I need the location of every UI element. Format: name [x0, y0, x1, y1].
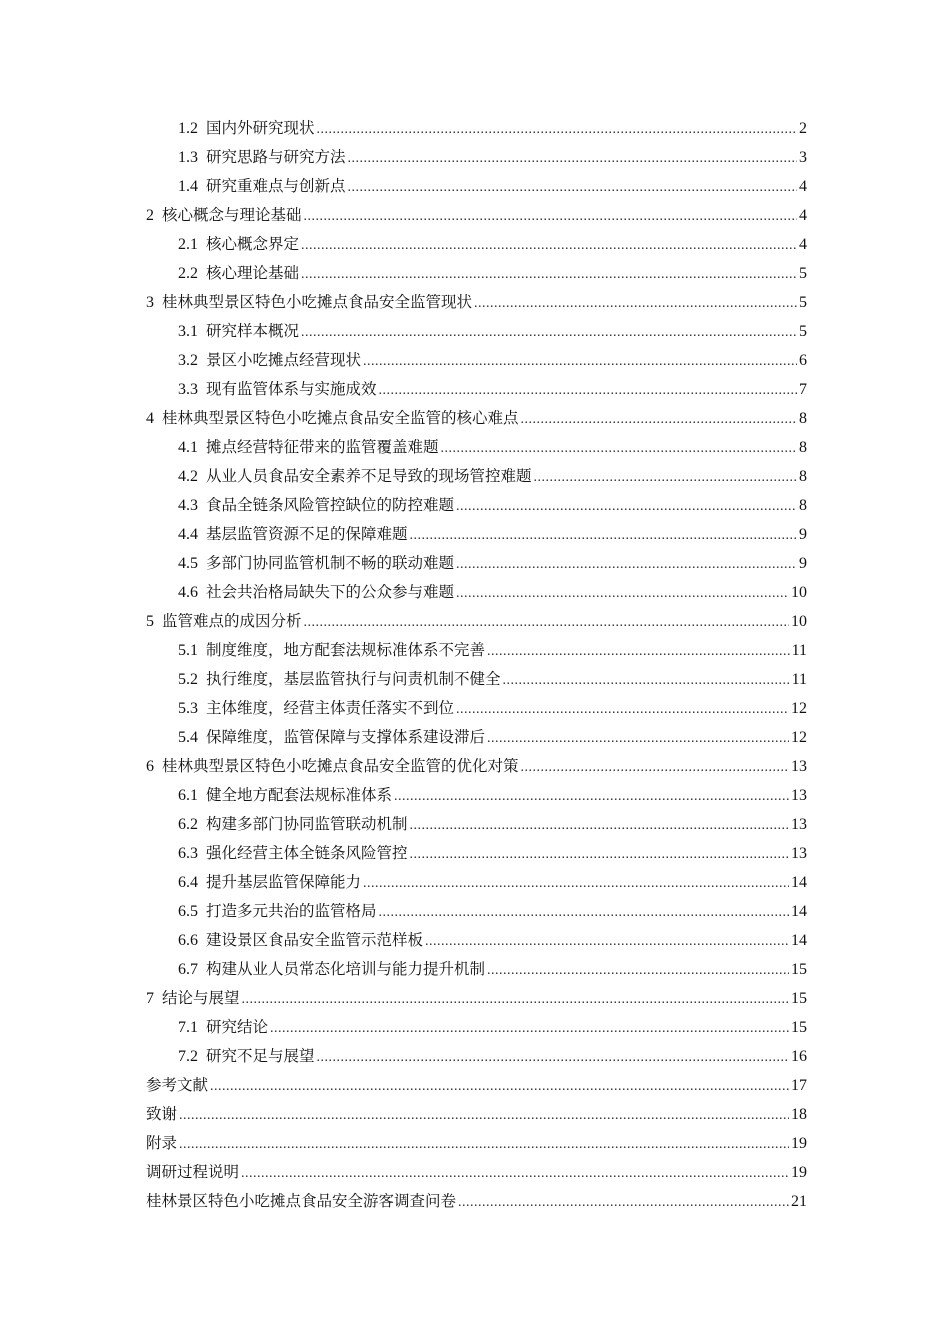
- toc-entry-number: 6.6: [178, 932, 198, 949]
- toc-dot-leader: [317, 1043, 789, 1072]
- toc-entry-number: 3.1: [178, 323, 198, 340]
- toc-entry-title: 核心理论基础: [206, 264, 300, 282]
- toc-entry-page-number: 7: [799, 381, 807, 398]
- toc-entry-page-number: 19: [791, 1135, 807, 1152]
- toc-entry-number: 1.2: [178, 120, 198, 137]
- toc-entry-page-number: 10: [791, 584, 807, 601]
- toc-entry[interactable]: [146, 172, 807, 201]
- toc-entry-number: 2: [146, 207, 154, 224]
- toc-entry-number: 6.7: [178, 961, 198, 978]
- toc-entry-page-number: 13: [791, 816, 807, 833]
- toc-entry[interactable]: [146, 143, 807, 172]
- toc-entry-number: 6.1: [178, 787, 198, 804]
- toc-entry[interactable]: [146, 752, 807, 781]
- toc-dot-leader: [410, 811, 789, 840]
- toc-entry-number: 4.6: [178, 584, 198, 601]
- toc-entry-page-number: 5: [799, 265, 807, 282]
- toc-entry-number: 4.5: [178, 555, 198, 572]
- toc-entry-page-number: 12: [791, 700, 807, 717]
- toc-entry[interactable]: [146, 781, 807, 810]
- toc-entry[interactable]: [146, 1100, 807, 1129]
- toc-entry-number: 5.1: [178, 642, 198, 659]
- toc-entry-page-number: 2: [799, 120, 807, 137]
- toc-entry[interactable]: [146, 346, 807, 375]
- toc-entry[interactable]: [146, 1158, 807, 1187]
- toc-entry-title: 打造多元共治的监管格局: [206, 902, 377, 920]
- toc-entry[interactable]: [146, 868, 807, 897]
- toc-entry[interactable]: [146, 955, 807, 984]
- toc-entry[interactable]: [146, 810, 807, 839]
- toc-entry-page-number: 15: [791, 1019, 807, 1036]
- toc-entry-page-number: 19: [791, 1164, 807, 1181]
- toc-entry-title: 主体维度，经营主体责任落实不到位: [206, 699, 455, 717]
- toc-entry-number: 6.5: [178, 903, 198, 920]
- toc-entry-title: 附录: [146, 1134, 178, 1152]
- toc-entry[interactable]: [146, 201, 807, 230]
- toc-entry[interactable]: [146, 723, 807, 752]
- toc-dot-leader: [441, 434, 797, 463]
- toc-dot-leader: [304, 608, 789, 637]
- toc-entry-title: 桂林典型景区特色小吃摊点食品安全监管的优化对策: [162, 757, 519, 775]
- toc-dot-leader: [301, 318, 797, 347]
- toc-dot-leader: [348, 144, 797, 173]
- toc-entry-title: 多部门协同监管机制不畅的联动难题: [206, 554, 455, 572]
- toc-entry[interactable]: [146, 694, 807, 723]
- toc-entry-page-number: 9: [799, 555, 807, 572]
- toc-entry[interactable]: [146, 462, 807, 491]
- toc-entry-title: 研究样本概况: [206, 322, 300, 340]
- toc-entry-title: 国内外研究现状: [206, 119, 315, 137]
- toc-dot-leader: [348, 173, 797, 202]
- toc-dot-leader: [474, 289, 797, 318]
- toc-entry-number: 2.1: [178, 236, 198, 253]
- toc-entry[interactable]: [146, 404, 807, 433]
- toc-entry-title: 构建从业人员常态化培训与能力提升机制: [206, 960, 486, 978]
- toc-entry-page-number: 13: [791, 845, 807, 862]
- toc-entry[interactable]: [146, 1042, 807, 1071]
- toc-entry-number: 3.3: [178, 381, 198, 398]
- toc-entry-title: 结论与展望: [162, 989, 240, 1007]
- toc-entry[interactable]: [146, 1071, 807, 1100]
- toc-dot-leader: [456, 579, 789, 608]
- toc-entry[interactable]: [146, 984, 807, 1013]
- toc-dot-leader: [394, 782, 789, 811]
- toc-dot-leader: [363, 869, 789, 898]
- toc-entry-title: 保障维度，监管保障与支撑体系建设滞后: [206, 728, 486, 746]
- toc-entry[interactable]: [146, 230, 807, 259]
- toc-entry-title: 研究思路与研究方法: [206, 148, 346, 166]
- toc-dot-leader: [304, 202, 797, 231]
- toc-entry-page-number: 12: [791, 729, 807, 746]
- toc-entry-number: 2.2: [178, 265, 198, 282]
- toc-entry-page-number: 11: [791, 642, 807, 659]
- toc-dot-leader: [456, 492, 797, 521]
- toc-entry-title: 强化经营主体全链条风险管控: [206, 844, 408, 862]
- toc-entry[interactable]: [146, 317, 807, 346]
- toc-dot-leader: [458, 1188, 789, 1217]
- toc-entry-page-number: 8: [799, 468, 807, 485]
- toc-entry[interactable]: [146, 897, 807, 926]
- toc-entry[interactable]: [146, 491, 807, 520]
- toc-dot-leader: [521, 753, 789, 782]
- toc-entry-title: 摊点经营特征带来的监管覆盖难题: [206, 438, 439, 456]
- toc-entry-number: 3.2: [178, 352, 198, 369]
- toc-entry[interactable]: [146, 549, 807, 578]
- toc-entry-page-number: 21: [791, 1193, 807, 1210]
- toc-entry-number: 1.4: [178, 178, 198, 195]
- toc-dot-leader: [270, 1014, 789, 1043]
- toc-dot-leader: [456, 550, 797, 579]
- toc-dot-leader: [179, 1130, 789, 1159]
- toc-dot-leader: [317, 115, 797, 144]
- toc-entry-page-number: 8: [799, 497, 807, 514]
- toc-entry[interactable]: [146, 839, 807, 868]
- toc-entry-title: 桂林景区特色小吃摊点食品安全游客调查问卷: [146, 1192, 457, 1210]
- toc-entry-page-number: 14: [791, 932, 807, 949]
- toc-entry-number: 6.2: [178, 816, 198, 833]
- toc-entry-number: 7.2: [178, 1048, 198, 1065]
- toc-dot-leader: [521, 405, 797, 434]
- table-of-contents: [146, 114, 807, 1216]
- toc-entry-title: 现有监管体系与实施成效: [206, 380, 377, 398]
- toc-entry-number: 3: [146, 294, 154, 311]
- toc-entry-number: 5.3: [178, 700, 198, 717]
- toc-entry[interactable]: [146, 636, 807, 665]
- toc-entry-title: 健全地方配套法规标准体系: [206, 786, 393, 804]
- toc-entry-title: 制度维度，地方配套法规标准体系不完善: [206, 641, 486, 659]
- toc-dot-leader: [379, 376, 797, 405]
- toc-entry-page-number: 8: [799, 410, 807, 427]
- toc-entry-title: 桂林典型景区特色小吃摊点食品安全监管的核心难点: [162, 409, 519, 427]
- toc-entry-page-number: 4: [799, 178, 807, 195]
- toc-entry[interactable]: [146, 665, 807, 694]
- toc-entry-number: 1.3: [178, 149, 198, 166]
- toc-entry-page-number: 6: [799, 352, 807, 369]
- toc-dot-leader: [210, 1072, 789, 1101]
- toc-entry-page-number: 3: [799, 149, 807, 166]
- toc-dot-leader: [487, 956, 789, 985]
- toc-dot-leader: [425, 927, 789, 956]
- toc-entry-page-number: 8: [799, 439, 807, 456]
- toc-entry-number: 6.4: [178, 874, 198, 891]
- toc-entry[interactable]: [146, 114, 807, 143]
- toc-dot-leader: [503, 666, 790, 695]
- toc-entry-page-number: 4: [799, 236, 807, 253]
- toc-entry-number: 6: [146, 758, 154, 775]
- toc-entry-page-number: 17: [791, 1077, 807, 1094]
- toc-entry-number: 4.4: [178, 526, 198, 543]
- toc-dot-leader: [534, 463, 797, 492]
- toc-entry-number: 6.3: [178, 845, 198, 862]
- toc-entry-number: 4: [146, 410, 154, 427]
- toc-entry-title: 执行维度，基层监管执行与问责机制不健全: [206, 670, 501, 688]
- toc-dot-leader: [410, 840, 789, 869]
- toc-entry-page-number: 13: [791, 787, 807, 804]
- toc-entry-title: 监管难点的成因分析: [162, 612, 302, 630]
- toc-dot-leader: [241, 1159, 789, 1188]
- toc-dot-leader: [487, 724, 789, 753]
- toc-dot-leader: [242, 985, 789, 1014]
- toc-entry-number: 4.1: [178, 439, 198, 456]
- toc-entry-page-number: 9: [799, 526, 807, 543]
- toc-dot-leader: [379, 898, 789, 927]
- toc-dot-leader: [179, 1101, 789, 1130]
- toc-entry[interactable]: [146, 433, 807, 462]
- toc-dot-leader: [487, 637, 790, 666]
- toc-entry-title: 核心概念界定: [206, 235, 300, 253]
- toc-entry-number: 5.4: [178, 729, 198, 746]
- toc-entry-page-number: 5: [799, 323, 807, 340]
- toc-entry-title: 建设景区食品安全监管示范样板: [206, 931, 424, 949]
- toc-entry[interactable]: [146, 375, 807, 404]
- toc-entry-title: 提升基层监管保障能力: [206, 873, 362, 891]
- toc-entry[interactable]: [146, 288, 807, 317]
- toc-entry[interactable]: [146, 578, 807, 607]
- toc-entry-title: 构建多部门协同监管联动机制: [206, 815, 408, 833]
- toc-entry-page-number: 5: [799, 294, 807, 311]
- toc-entry-page-number: 14: [791, 874, 807, 891]
- toc-entry-page-number: 13: [791, 758, 807, 775]
- toc-entry-page-number: 11: [791, 671, 807, 688]
- toc-entry-number: 5.2: [178, 671, 198, 688]
- toc-entry-title: 食品全链条风险管控缺位的防控难题: [206, 496, 455, 514]
- toc-entry-title: 调研过程说明: [146, 1163, 240, 1181]
- toc-entry-number: 4.3: [178, 497, 198, 514]
- toc-entry-title: 研究结论: [206, 1018, 269, 1036]
- toc-entry-page-number: 15: [791, 990, 807, 1007]
- toc-entry[interactable]: [146, 520, 807, 549]
- toc-entry[interactable]: [146, 607, 807, 636]
- toc-entry-title: 景区小吃摊点经营现状: [206, 351, 362, 369]
- toc-entry-page-number: 10: [791, 613, 807, 630]
- toc-entry-page-number: 16: [791, 1048, 807, 1065]
- toc-entry-title: 研究不足与展望: [206, 1047, 315, 1065]
- toc-entry-title: 桂林典型景区特色小吃摊点食品安全监管现状: [162, 293, 473, 311]
- toc-entry[interactable]: [146, 1187, 807, 1216]
- toc-dot-leader: [301, 260, 797, 289]
- toc-entry-page-number: 4: [799, 207, 807, 224]
- toc-entry[interactable]: [146, 926, 807, 955]
- toc-entry-title: 社会共治格局缺失下的公众参与难题: [206, 583, 455, 601]
- toc-entry-number: 7.1: [178, 1019, 198, 1036]
- toc-entry-title: 核心概念与理论基础: [162, 206, 302, 224]
- toc-entry[interactable]: [146, 1013, 807, 1042]
- toc-entry-title: 参考文献: [146, 1076, 209, 1094]
- toc-entry-page-number: 14: [791, 903, 807, 920]
- toc-dot-leader: [456, 695, 789, 724]
- toc-entry-page-number: 15: [791, 961, 807, 978]
- toc-entry-title: 基层监管资源不足的保障难题: [206, 525, 408, 543]
- toc-dot-leader: [410, 521, 797, 550]
- toc-entry-number: 5: [146, 613, 154, 630]
- toc-dot-leader: [301, 231, 797, 260]
- toc-entry-page-number: 18: [791, 1106, 807, 1123]
- toc-entry[interactable]: [146, 259, 807, 288]
- toc-entry[interactable]: [146, 1129, 807, 1158]
- toc-entry-number: 4.2: [178, 468, 198, 485]
- toc-entry-title: 从业人员食品安全素养不足导致的现场管控难题: [206, 467, 532, 485]
- toc-entry-title: 研究重难点与创新点: [206, 177, 346, 195]
- toc-dot-leader: [363, 347, 797, 376]
- toc-entry-number: 7: [146, 990, 154, 1007]
- toc-entry-title: 致谢: [146, 1105, 178, 1123]
